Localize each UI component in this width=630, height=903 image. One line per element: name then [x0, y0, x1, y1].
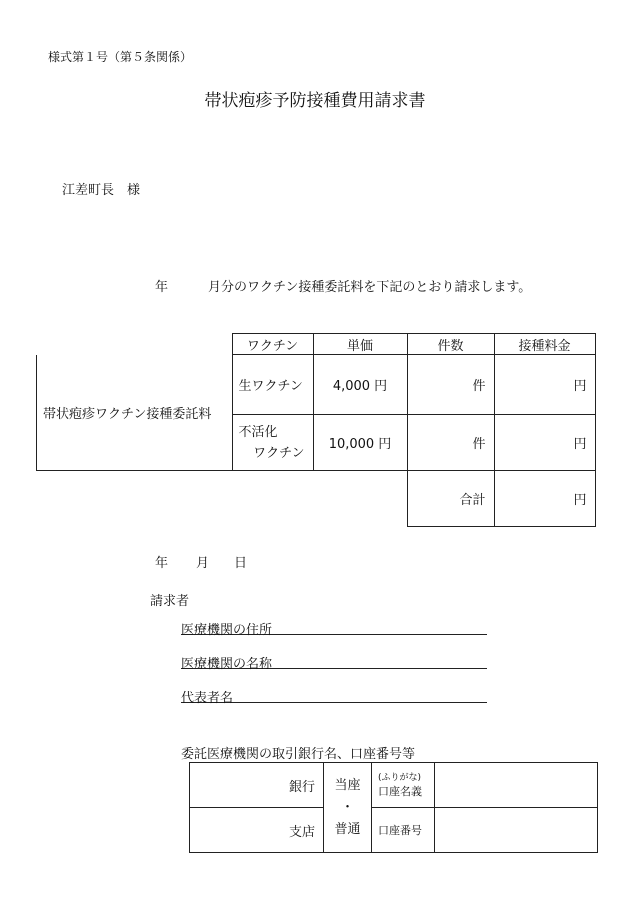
fee-cell[interactable]: 円 — [494, 415, 595, 471]
date-month-label: 月 — [196, 556, 210, 571]
bank-table — [189, 762, 598, 853]
unit-price: 4,000 円 — [313, 355, 407, 415]
request-year-label: 年 — [155, 280, 169, 295]
header-unit-price: 単価 — [313, 334, 407, 355]
fee-table — [36, 333, 596, 527]
header-vaccine: ワクチン — [232, 334, 313, 355]
claimant-heading: 請求者 — [150, 594, 190, 609]
representative-label: 代表者名 — [181, 691, 234, 706]
vaccine-name-line1: 不活化 — [238, 424, 278, 440]
name-line[interactable] — [181, 653, 487, 672]
total-label: 合計 — [407, 471, 494, 527]
account-number-field[interactable] — [435, 808, 598, 853]
header-count: 件数 — [407, 334, 494, 355]
bank-heading: 委託医療機関の取引銀行名、口座番号等 — [181, 747, 416, 762]
fee-cell[interactable]: 円 — [494, 355, 595, 415]
account-type-current: 当座 — [334, 777, 361, 793]
request-sentence: 月分のワクチン接種委託料を下記のとおり請求します。 — [208, 280, 532, 295]
account-holder-field[interactable] — [435, 763, 598, 808]
count-cell[interactable]: 件 — [407, 355, 494, 415]
account-holder-label-cell — [372, 763, 435, 808]
address-label: 医療機関の住所 — [181, 623, 273, 638]
unit-price: 10,000 円 — [313, 415, 407, 471]
date-day-label: 日 — [234, 556, 248, 571]
date-year-label: 年 — [155, 556, 169, 571]
vaccine-name: 生ワクチン — [232, 355, 313, 415]
address-line[interactable] — [181, 619, 487, 638]
account-type-ordinary: 普通 — [334, 821, 361, 837]
furigana-label: (ふりがな) — [378, 773, 422, 783]
name-label: 医療機関の名称 — [181, 657, 273, 672]
count-cell[interactable]: 件 — [407, 415, 494, 471]
form-number: 様式第１号（第５条関係） — [48, 50, 193, 64]
document-title: 帯状疱疹予防接種費用請求書 — [204, 91, 426, 111]
vaccine-name — [232, 415, 313, 471]
bank-name-cell[interactable]: 銀行 — [190, 763, 324, 808]
addressee: 江差町長 様 — [62, 183, 141, 198]
vaccine-name-line2: ワクチン — [253, 445, 305, 461]
table-row — [37, 355, 596, 415]
representative-line[interactable] — [181, 687, 487, 706]
account-number-label: 口座番号 — [372, 808, 435, 853]
branch-name-cell[interactable]: 支店 — [190, 808, 324, 853]
account-holder-label: 口座名義 — [378, 785, 422, 798]
row-label: 帯状疱疹ワクチン接種委託料 — [37, 355, 233, 471]
total-fee-cell[interactable]: 円 — [494, 471, 595, 527]
header-fee: 接種料金 — [494, 334, 595, 355]
account-type-cell[interactable] — [324, 763, 372, 853]
account-type-dot: ・ — [340, 799, 354, 815]
